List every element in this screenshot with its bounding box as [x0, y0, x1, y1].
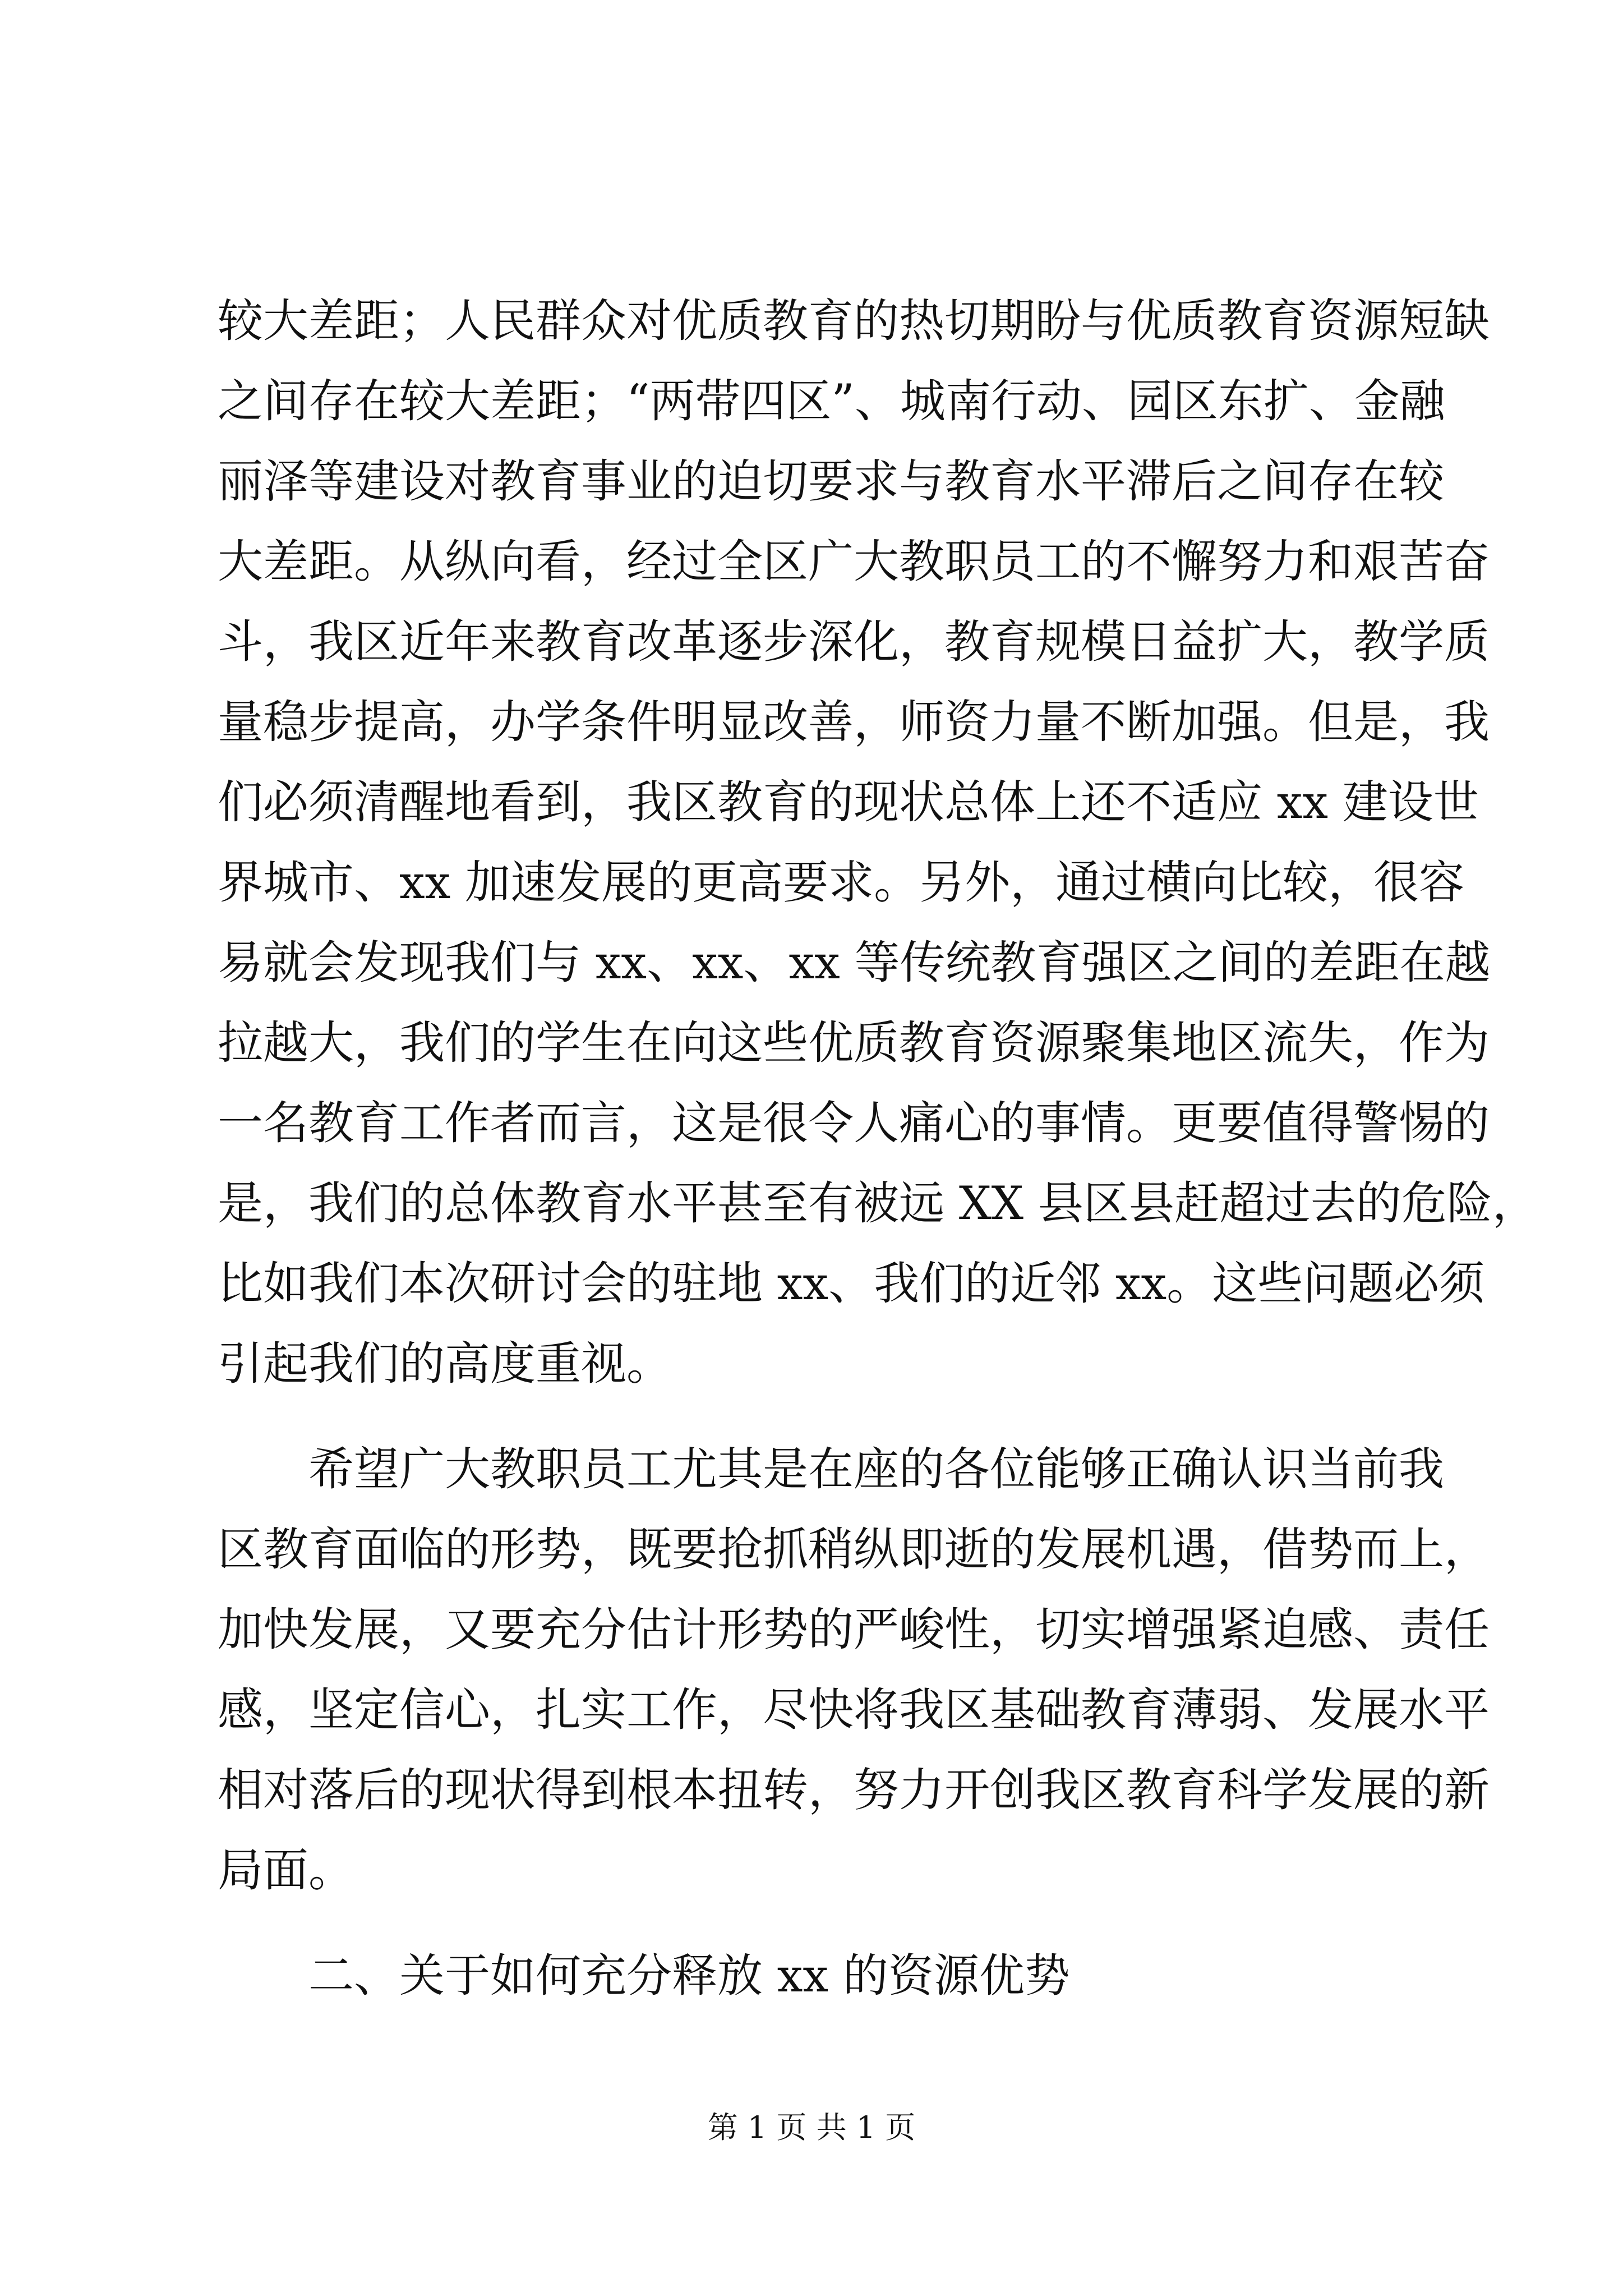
paragraph-1 — [218, 282, 1538, 1405]
text-line: 引起我们的高度重视。 — [218, 1338, 672, 1391]
text-line: 大差距。从纵向看，经过全区广大教职员工的不懈努力和艰苦奋 — [218, 536, 1490, 588]
page-footer: 第 1 页 共 1 页 — [707, 2110, 916, 2145]
text-line: 丽泽等建设对教育事业的迫切要求与教育水平滞后之间存在较 — [218, 455, 1445, 508]
paragraph-spacer — [218, 1911, 1423, 1936]
text-line: 易就会发现我们与 xx、xx、xx 等传统教育强区之间的差距在越 — [218, 937, 1491, 990]
text-line: 较大差距；人民群众对优质教育的热切期盼与优质教育资源短缺 — [218, 295, 1490, 348]
text-line: 拉越大，我们的学生在向这些优质教育资源聚集地区流失，作为 — [218, 1017, 1490, 1070]
body-text — [218, 282, 1538, 2017]
text-line: 们必须清醒地看到，我区教育的现状总体上还不适应 xx 建设世 — [218, 776, 1479, 829]
text-line: 斗，我区近年来教育改革逐步深化，教育规模日益扩大，教学质 — [218, 616, 1490, 669]
text-line: 感，坚定信心，扎实工作，尽快将我区基础教育薄弱、发展水平 — [218, 1684, 1490, 1737]
text-line: 界城市、xx 加速发展的更高要求。另外，通过横向比较，很容 — [218, 857, 1465, 909]
text-line: 比如我们本次研讨会的驻地 xx、我们的近邻 xx。这些问题必须 — [218, 1258, 1485, 1310]
text-line: 之间存在较大差距；“两带四区”、城南行动、园区东扩、金融 — [218, 375, 1445, 428]
text-line: 加快发展，又要充分估计形势的严峻性，切实增强紧迫感、责任 — [218, 1604, 1490, 1657]
paragraph-2 — [218, 1430, 1490, 1911]
text-line: 是，我们的总体教育水平甚至有被远 XX 县区县赶超过去的危险， — [218, 1177, 1538, 1230]
text-line: 相对落后的现状得到根本扭转，努力开创我区教育科学发展的新 — [218, 1764, 1490, 1817]
section-heading: 二、关于如何充分释放 xx 的资源优势 — [218, 1950, 1070, 2003]
text-line: 希望广大教职员工尤其是在座的各位能够正确认识当前我 — [218, 1443, 1445, 1496]
text-line: 一名教育工作者而言，这是很令人痛心的事情。更要值得警惕的 — [218, 1097, 1490, 1150]
text-line: 区教育面临的形势，既要抢抓稍纵即逝的发展机遇，借势而上， — [218, 1524, 1490, 1576]
text-line: 局面。 — [218, 1844, 354, 1897]
text-line: 量稳步提高，办学条件明显改善，师资力量不断加强。但是，我 — [218, 696, 1490, 749]
paragraph-spacer — [218, 1405, 1423, 1430]
